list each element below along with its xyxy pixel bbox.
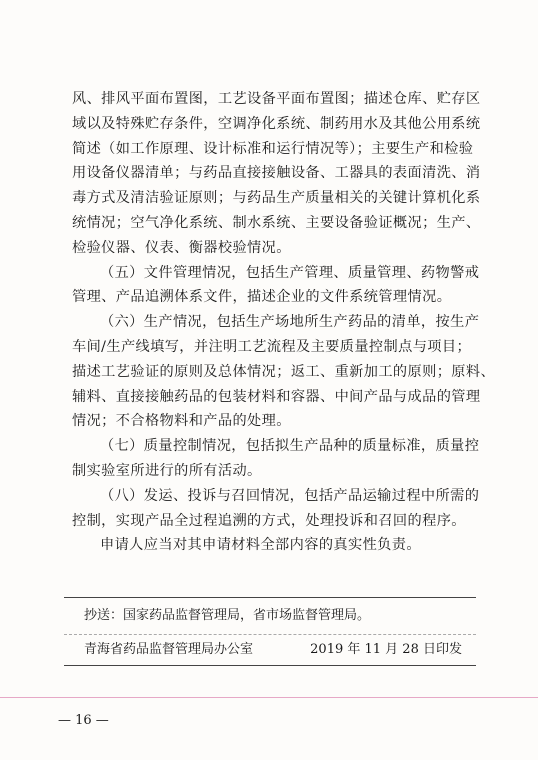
section-8-start: （八）发运、投诉与召回情况，包括产品运输过程中所需的 xyxy=(100,487,480,504)
body-line: 车间/生产线填写，并注明工艺流程及主要质量控制点与项目； xyxy=(72,338,472,355)
body-line: 统情况；空气净化系统、制水系统、主要设备验证概况；生产、 xyxy=(72,214,481,231)
page-number: — 16 — xyxy=(58,713,109,728)
closing-statement: 申请人应当对其申请材料全部内容的真实性负责。 xyxy=(100,537,421,554)
body-text xyxy=(72,87,496,558)
section-5-start: （五）文件管理情况，包括生产管理、质量管理、药物警戒 xyxy=(100,264,480,281)
issuing-office: 青海省药品监督管理局办公室 xyxy=(84,642,254,657)
body-line: 域以及特殊贮存条件，空调净化系统、制药用水及其他公用系统 xyxy=(72,115,481,132)
body-line: 检验仪器、仪表、衡器校验情况。 xyxy=(72,239,291,256)
body-line: 用设备仪器清单；与药品直接接触设备、工器具的表面清洗、消 xyxy=(72,165,481,182)
body-line: 管理、产品追溯体系文件，描述企业的文件系统管理情况。 xyxy=(72,289,452,306)
body-line: 风、排风平面布置图，工艺设备平面布置图；描述仓库、贮存区 xyxy=(72,91,481,107)
page-divider-line xyxy=(0,697,538,698)
document-footer xyxy=(64,597,476,666)
section-6-start: （六）生产情况，包括生产场地所生产药品的清单，按生产 xyxy=(100,314,480,331)
body-line: 控制，实现产品全过程追溯的方式，处理投诉和召回的程序。 xyxy=(72,512,466,529)
issuer-row xyxy=(64,635,476,665)
body-line: 辅料、直接接触药品的包装材料和容器、中间产品与成品的管理 xyxy=(72,388,481,405)
body-line: 描述工艺验证的原则及总体情况；返工、重新加工的原则；原料、 xyxy=(72,363,496,380)
body-line: 制实验室所进行的所有活动。 xyxy=(72,462,262,479)
cc-recipients: 抄送：国家药品监督管理局，省市场监督管理局。 xyxy=(84,608,371,623)
footer-bottom-rule xyxy=(64,665,476,666)
body-line: 情况；不合格物料和产品的处理。 xyxy=(72,413,291,430)
section-7-start: （七）质量控制情况，包括拟生产品种的质量标准，质量控 xyxy=(100,438,480,455)
issue-date: 2019 年 11 月 28 日印发 xyxy=(310,642,462,657)
body-line: 毒方式及清洁验证原则；与药品生产质量相关的关键计算机化系 xyxy=(72,190,481,207)
body-line: 简述（如工作原理、设计标准和运行情况等）；主要生产和检验 xyxy=(72,140,474,157)
